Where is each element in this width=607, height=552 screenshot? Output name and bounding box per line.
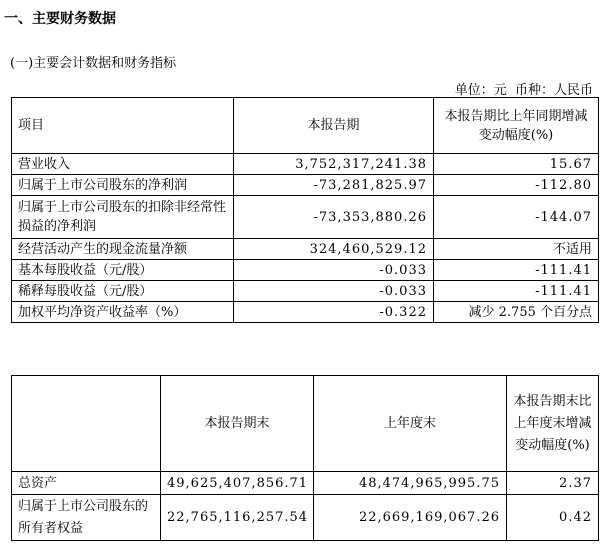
row-change: 2.37 xyxy=(507,472,599,495)
row-change: -112.80 xyxy=(434,175,599,196)
header-item: 项目 xyxy=(12,98,234,154)
unit-currency-line: 单位：元 币种：人民币 xyxy=(454,83,593,98)
row-current: -0.033 xyxy=(234,281,434,302)
table-header-row xyxy=(12,98,599,154)
row-change: 15.67 xyxy=(434,154,599,175)
row-change: 不适用 xyxy=(434,239,599,260)
row-current: -0.322 xyxy=(234,302,434,323)
row-current: 22,765,116,257.54 xyxy=(161,495,314,541)
table-row xyxy=(12,196,599,239)
row-current: -73,353,880.26 xyxy=(234,196,434,239)
row-item: 总资产 xyxy=(12,472,161,495)
row-current: -73,281,825.97 xyxy=(234,175,434,196)
row-item: 加权平均净资产收益率（%） xyxy=(12,302,234,323)
row-current: 49,625,407,856.71 xyxy=(161,472,314,495)
row-previous: 48,474,965,995.75 xyxy=(314,472,507,495)
row-change: 减少 2.755 个百分点 xyxy=(434,302,599,323)
row-item: 归属于上市公司股东的净利润 xyxy=(12,175,234,196)
row-change: -144.07 xyxy=(434,196,599,239)
header-change: 本报告期末比上年度末增减变动幅度(%) xyxy=(507,376,599,472)
subsection-title: (一)主要会计数据和财务指标 xyxy=(10,56,177,71)
header-current-period: 本报告期 xyxy=(234,98,434,154)
row-item: 稀释每股收益（元/股） xyxy=(12,281,234,302)
row-previous: 22,669,169,067.26 xyxy=(314,495,507,541)
header-item xyxy=(12,376,161,472)
row-item: 基本每股收益（元/股） xyxy=(12,260,234,281)
row-current: -0.033 xyxy=(234,260,434,281)
table-row xyxy=(12,472,599,495)
header-prior-year-end: 上年度末 xyxy=(314,376,507,472)
table-header-row xyxy=(12,376,599,472)
row-change: -111.41 xyxy=(434,260,599,281)
row-current: 3,752,317,241.38 xyxy=(234,154,434,175)
table-row xyxy=(12,260,599,281)
header-period-end: 本报告期末 xyxy=(161,376,314,472)
row-change: 0.42 xyxy=(507,495,599,541)
row-item: 归属于上市公司股东的所有者权益 xyxy=(12,495,161,541)
table-row xyxy=(12,175,599,196)
table-row xyxy=(12,281,599,302)
table-row xyxy=(12,302,599,323)
table-row xyxy=(12,154,599,175)
section-title: 一、主要财务数据 xyxy=(4,11,116,27)
financial-indicators-table xyxy=(11,97,599,323)
balance-summary-table xyxy=(11,375,599,541)
table-row xyxy=(12,239,599,260)
row-item: 营业收入 xyxy=(12,154,234,175)
row-current: 324,460,529.12 xyxy=(234,239,434,260)
row-item: 经营活动产生的现金流量净额 xyxy=(12,239,234,260)
header-yoy-change: 本报告期比上年同期增减变动幅度(%) xyxy=(434,98,599,154)
table-row xyxy=(12,495,599,541)
row-item: 归属于上市公司股东的扣除非经常性损益的净利润 xyxy=(12,196,234,239)
row-change: -111.41 xyxy=(434,281,599,302)
